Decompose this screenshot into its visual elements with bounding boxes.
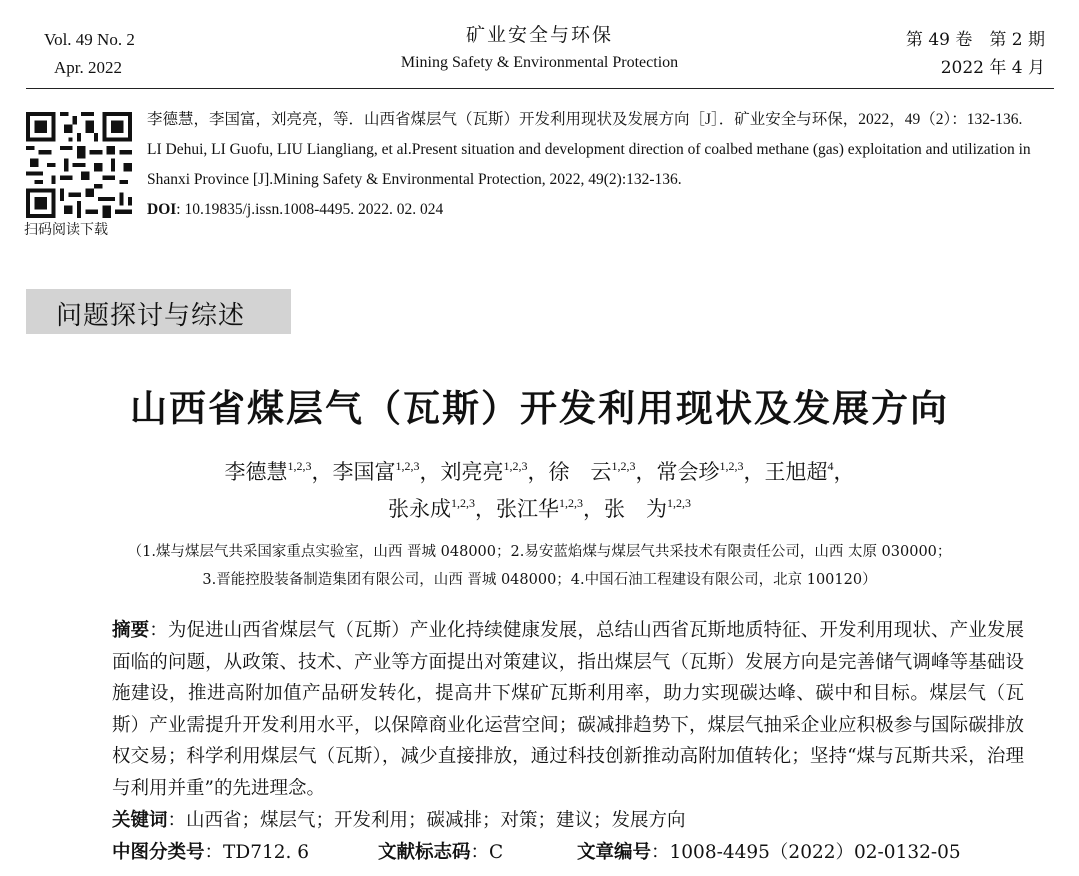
paper-title: 山西省煤层气（瓦斯）开发利用现状及发展方向	[130, 387, 949, 430]
date-en: Apr. 2022	[54, 58, 122, 77]
author-line-2: 张永成$^{1,2,3}$，张江华$^{1,2,3}$，张 为$^{1,2,3}$	[388, 496, 691, 521]
author-name: 刘亮亮	[440, 460, 504, 484]
document-code	[378, 838, 503, 864]
doi-value[interactable]: : 10.19835/j.issn.1008-4495. 2022. 02. 024	[176, 201, 444, 218]
date-cn: 2022 年 4 月	[940, 58, 1045, 78]
keywords-text: ：山西省；煤层气；开发利用；碳减排；对策；建议；发展方向	[167, 810, 686, 831]
author-aff: 4	[827, 459, 834, 473]
keywords	[112, 806, 686, 832]
header-rule	[26, 88, 1054, 89]
abstract-text: ：为促进山西省煤层气（瓦斯）产业化持续健康发展，总结山西省瓦斯地质特征、开发利用现状、产业发展面临的问题，从政策、技术、产业等方面提出对策建议，指出煤层气（瓦斯）发展方向是完善储气调峰等基础设施建设，推进高附加值产品研发转化，提高井下煤矿瓦斯利用率，助力实现碳达峰、碳中和目标。煤层气（瓦斯）产业需提升开发利用水平，以保障商业化运营空间；碳减排趋势下，煤层气抽采企业应积极参与国际碳排放权交易；科学利用煤层气（瓦斯），减少直接排放，通过科技创新推动高附加值转化；坚持“煤与瓦斯共采，治理与利用并重”的先进理念。	[112, 620, 1024, 799]
author-name: 张 为	[604, 497, 667, 521]
art-value: ：1008-4495（2022）02-0132-05	[651, 842, 961, 863]
doc-label: 文献标志码	[378, 842, 471, 863]
volume-en: Vol. 49 No. 2	[44, 30, 135, 49]
author-aff: 1,2,3	[611, 459, 636, 473]
citation-cn: 李德慧，李国富，刘亮亮，等．山西省煤层气（瓦斯）开发利用现状及发展方向［J］．矿业安全与环保，2022，49（2）：132-136.	[147, 111, 1023, 128]
clc-label: 中图分类号	[112, 842, 205, 863]
category-banner	[26, 289, 291, 334]
author-name: 王旭超	[764, 460, 828, 484]
author-name: 李德慧	[224, 460, 288, 484]
doi-line	[147, 195, 1069, 225]
author-aff: 1,2,3	[503, 459, 528, 473]
author-aff: 1,2,3	[451, 496, 475, 510]
qr-code-icon[interactable]	[26, 112, 132, 218]
clc-value: ：TD712. 6	[204, 842, 310, 863]
doc-value: ：C	[470, 842, 504, 863]
author-aff: 1,2,3	[287, 459, 312, 473]
abstract	[112, 615, 1024, 804]
article-number	[577, 838, 961, 864]
author-name: 张江华	[496, 497, 559, 521]
category-label: 问题探讨与综述	[56, 301, 246, 331]
header-right	[906, 26, 1045, 82]
journal-title-cn: 矿业安全与环保	[465, 24, 613, 46]
journal-title-en: Mining Safety & Environmental Protection	[400, 54, 679, 71]
abstract-label: 摘要	[112, 620, 150, 641]
author-aff: 1,2,3	[667, 496, 691, 510]
author-aff: 1,2,3	[559, 496, 583, 510]
clc-number	[112, 838, 309, 864]
author-name: 常会珍	[656, 460, 720, 484]
author-line-1: 李德慧$^{1,2,3}$，李国富$^{1,2,3}$，刘亮亮$^{1,2,3}$，徐 云$^{1,2,3}$，常会珍$^{1,2,3}$，王旭超$^4$，	[224, 459, 855, 484]
citation-en: LI Dehui, LI Guofu, LIU Liangliang, et al.Present situation and development direction of coalbed methane (gas) exploitation and utilization in Shanxi Province [J].Mining Safety & Environmental Protection, 2022, 49(2):132-136.	[147, 141, 1031, 188]
volume-cn: 第 49 卷 第 2 期	[905, 30, 1045, 50]
author-aff: 1,2,3	[395, 459, 420, 473]
author-name: 张永成	[388, 497, 451, 521]
affiliation-line-2: 3.晋能控股装备制造集团有限公司，山西 晋城 048000；4.中国石油工程建设有限公司，北京 100120）	[202, 572, 877, 588]
keywords-label: 关键词	[112, 810, 168, 831]
author-name: 徐 云	[548, 460, 612, 484]
citation-block	[147, 105, 1069, 225]
affiliation-line-1: （1.煤与煤层气共采国家重点实验室，山西 晋城 048000；2.易安蓝焰煤与煤层气共采技术有限责任公司，山西 太原 030000；	[127, 544, 952, 560]
qr-label: 扫码阅读下载	[24, 222, 108, 238]
author-name: 李国富	[332, 460, 396, 484]
art-label: 文章编号	[577, 842, 652, 863]
author-aff: 1,2,3	[719, 459, 744, 473]
doi-label: DOI	[147, 201, 177, 218]
